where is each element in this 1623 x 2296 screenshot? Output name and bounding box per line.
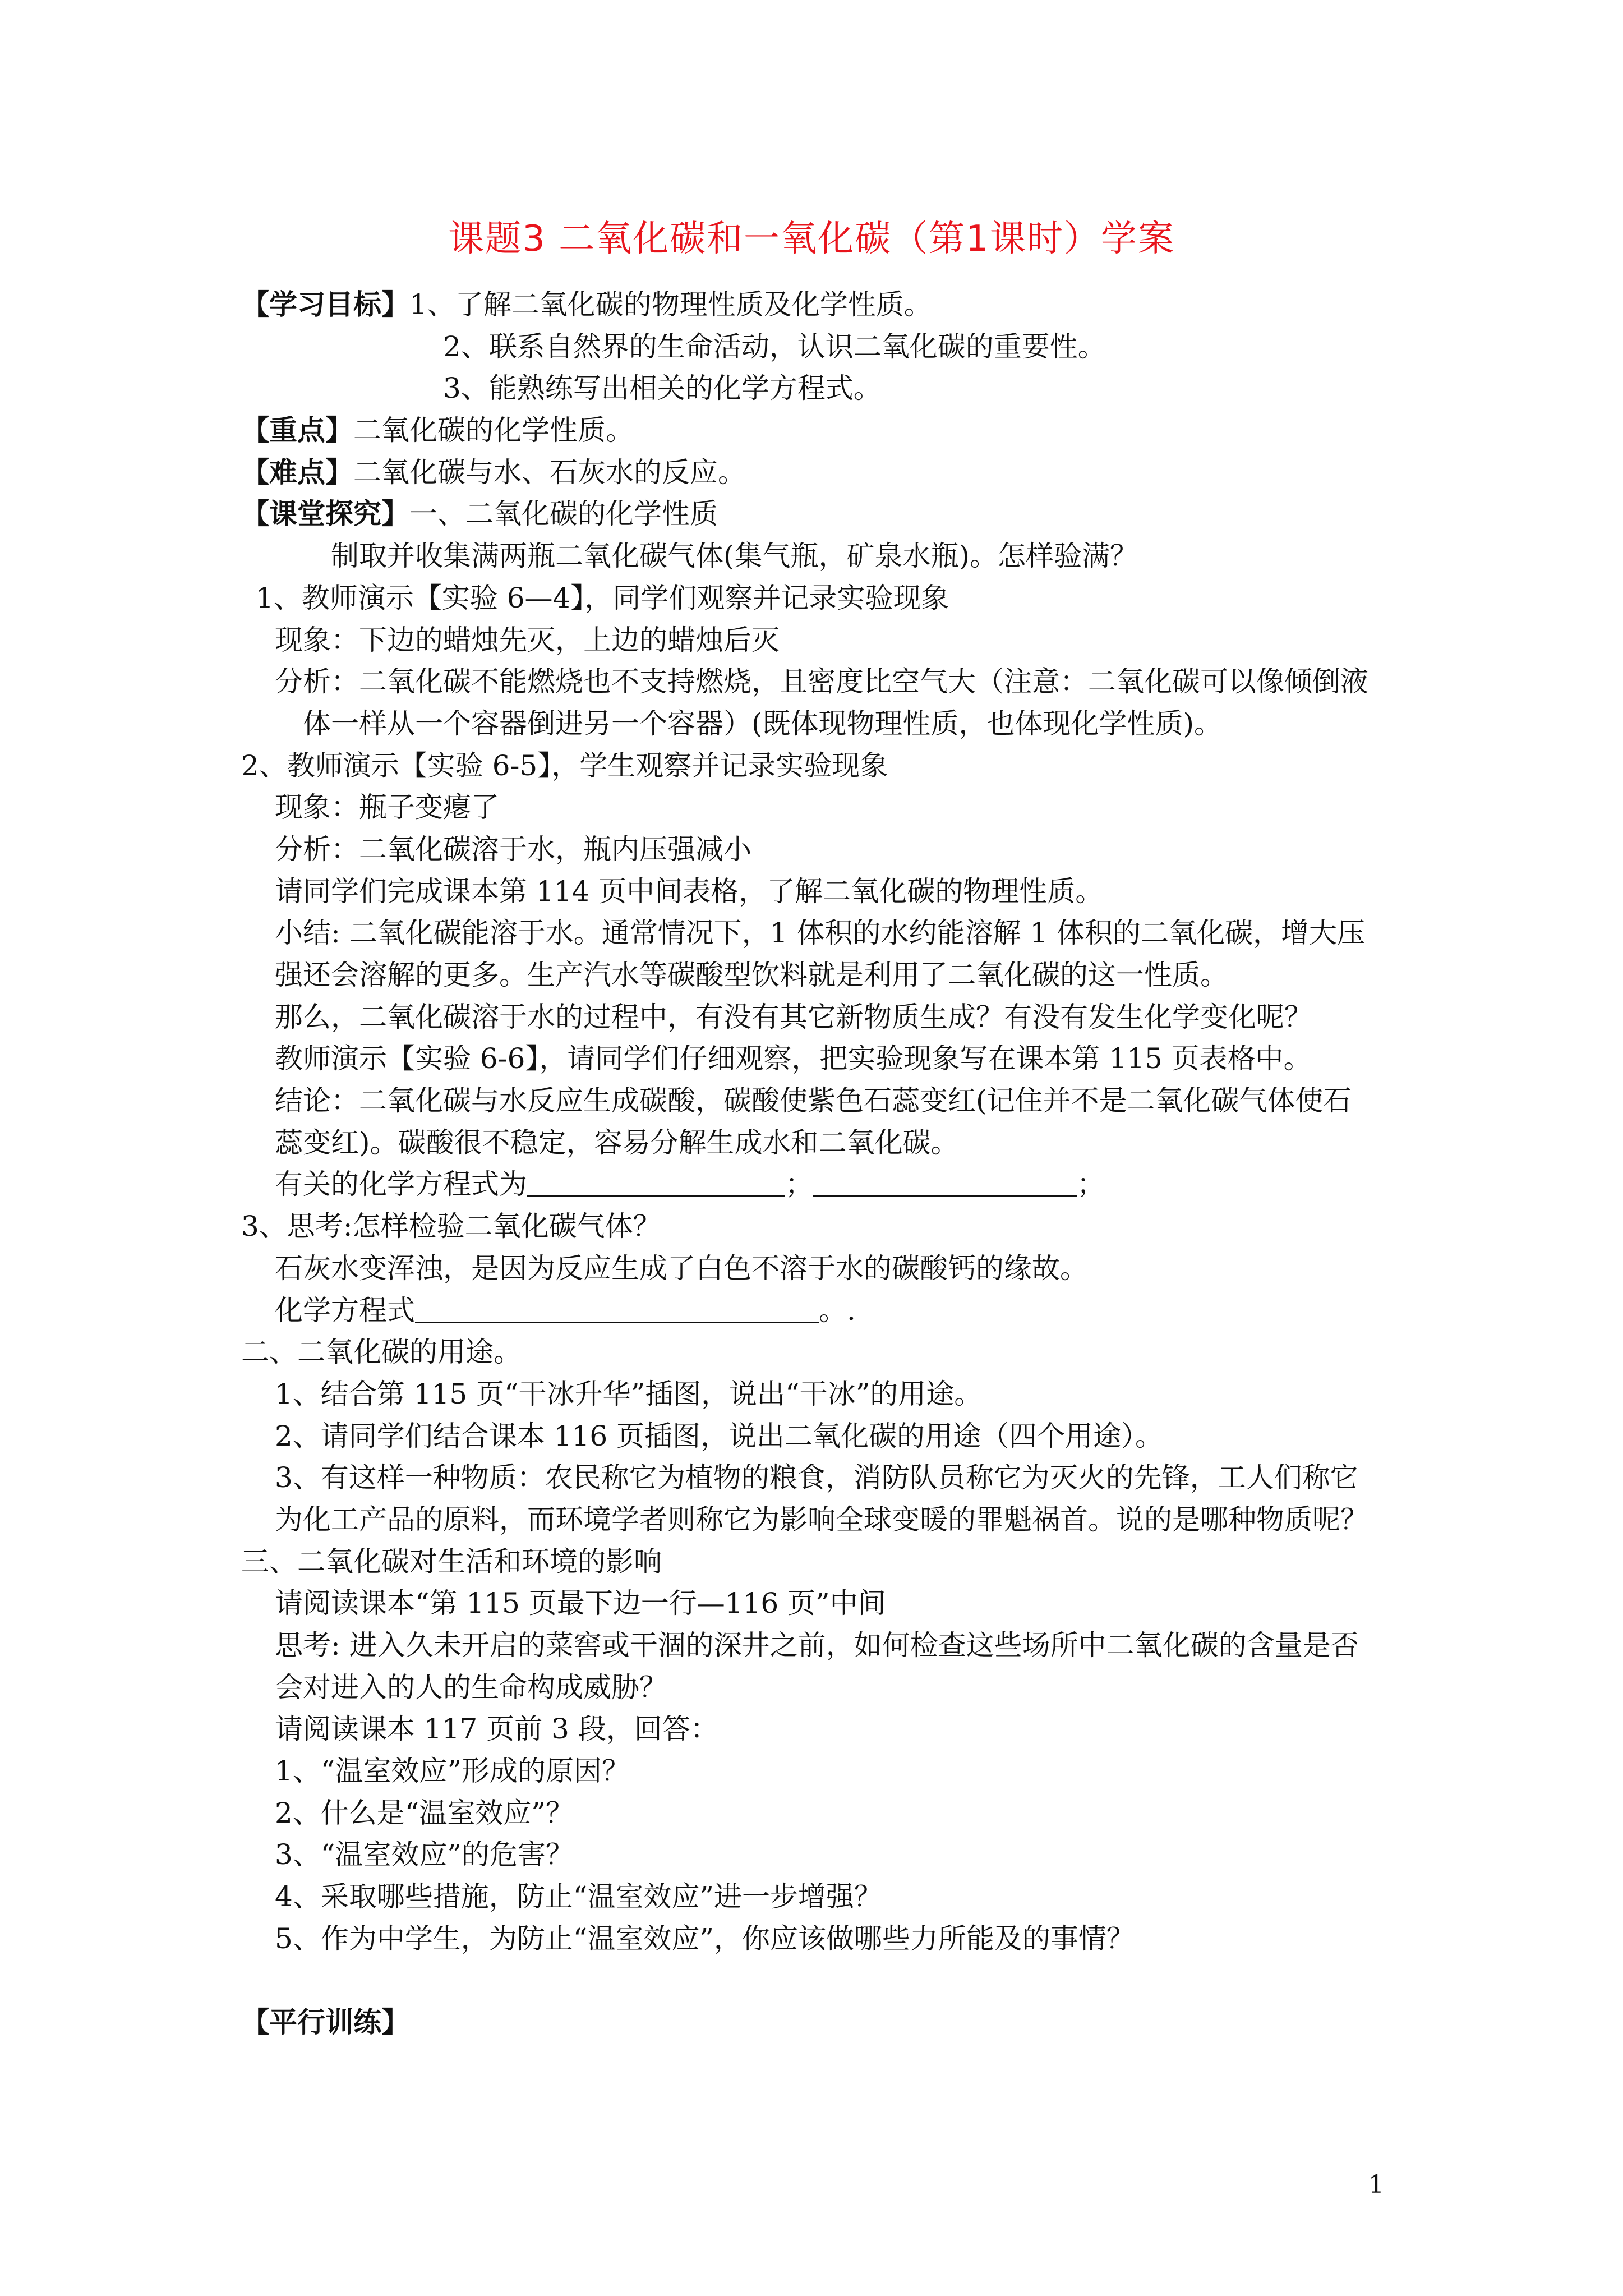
- demo2-task: 请同学们完成课本第 114 页中间表格，了解二氧化碳的物理性质。: [275, 875, 1104, 908]
- section2-item-1: 1、结合第 115 页“干冰升华”插图，说出“干冰”的用途。: [275, 1377, 983, 1410]
- practice-heading: 【平行训练】: [241, 2006, 409, 2039]
- demo2-analysis: 分析：二氧化碳溶于水，瓶内压强减小: [275, 832, 751, 866]
- demo2-summary-2: 强还会溶解的更多。生产汽水等碳酸型饮料就是利用了二氧化碳的这一性质。: [275, 959, 1228, 991]
- section3-question-1: 1、“温室效应”形成的原因？: [275, 1755, 630, 1788]
- section1-title: 一、二氧化碳的化学性质: [409, 498, 718, 531]
- equation-blank-1[interactable]: [527, 1166, 785, 1197]
- demo1-analysis-1: 分析：二氧化碳不能燃烧也不支持燃烧，且密度比空气大（注意：二氧化碳可以像倾倒液: [275, 665, 1368, 698]
- demo1-title: 1、教师演示【实验 6—4】，同学们观察并记录实验现象: [256, 581, 949, 614]
- equation-line-1: [241, 1163, 1413, 1205]
- section2-item-3-line-1: 3、有这样一种物质：农民称它为植物的粮食，消防队员称它为灭火的先锋，工人们称它: [275, 1461, 1358, 1494]
- objectives-line-1: [241, 284, 1413, 326]
- section3-question-3: 3、“温室效应”的危害？: [275, 1838, 574, 1871]
- practice-line: [241, 2001, 1413, 2044]
- section3-read-1: 请阅读课本“第 115 页最下边一行—116 页”中间: [275, 1587, 886, 1620]
- equation2-label: 化学方程式: [275, 1294, 415, 1327]
- objective-item-3: 3、能熟练写出相关的化学方程式。: [443, 372, 882, 405]
- demo1-analysis-2: 体一样从一个容器倒进另一个容器）(既体现物理性质，也体现化学性质)。: [303, 707, 1223, 740]
- key-point-line: [241, 409, 1413, 452]
- worksheet-body: [241, 284, 1413, 2044]
- inquiry-intro: 制取并收集满两瓶二氧化碳气体(集气瓶，矿泉水瓶)。怎样验满？: [331, 540, 1138, 573]
- think3-text: 石灰水变浑浊，是因为反应生成了白色不溶于水的碳酸钙的缘故。: [275, 1251, 1088, 1285]
- section3-question-2: 2、什么是“温室效应”？: [275, 1796, 574, 1829]
- equation-separator: ；: [785, 1168, 813, 1201]
- demo1-phenomenon: 现象：下边的蜡烛先灭，上边的蜡烛后灭: [275, 623, 780, 656]
- objectives-heading: 【学习目标】: [241, 288, 409, 321]
- section3-title: 三、二氧化碳对生活和环境的影响: [241, 1545, 662, 1578]
- equation-line-2: [241, 1290, 1413, 1332]
- section2-title: 二、二氧化碳的用途。: [241, 1336, 522, 1369]
- section3-question-4: 4、采取哪些措施，防止“温室效应”进一步增强？: [275, 1880, 882, 1913]
- page-title: 课题3 二氧化碳和一氧化碳（第1课时）学案: [448, 218, 1175, 260]
- equation2-blank[interactable]: [415, 1292, 819, 1323]
- section2-item-2: 2、请同学们结合课本 116 页插图，说出二氧化碳的用途（四个用途）。: [275, 1419, 1164, 1452]
- equation2-end: 。.: [819, 1294, 856, 1327]
- key-point-text: 二氧化碳的化学性质。: [353, 414, 634, 447]
- difficulty-line: [241, 452, 1413, 494]
- demo2-question: 那么，二氧化碳溶于水的过程中，有没有其它新物质生成？有没有发生化学变化呢？: [275, 1000, 1312, 1033]
- spacer: [241, 1960, 1413, 2002]
- demo3-line: 教师演示【实验 6-6】，请同学们仔细观察，把实验现象写在课本第 115 页表格中。: [275, 1042, 1312, 1075]
- equation-label: 有关的化学方程式为: [275, 1168, 527, 1201]
- page-number: 1: [1368, 2170, 1384, 2199]
- difficulty-heading: 【难点】: [241, 455, 353, 489]
- section3-think-2: 会对进入的人的生命构成威胁？: [275, 1671, 667, 1704]
- key-point-heading: 【重点】: [241, 414, 353, 447]
- conclusion-1: 结论：二氧化碳与水反应生成碳酸，碳酸使紫色石蕊变红(记住并不是二氧化碳气体使石: [275, 1084, 1352, 1117]
- demo2-title: 2、教师演示【实验 6-5】，学生观察并记录实验现象: [241, 749, 888, 782]
- think3-title: 3、思考:怎样检验二氧化碳气体？: [241, 1210, 661, 1243]
- demo2-phenomenon: 现象：瓶子变瘪了: [275, 791, 499, 824]
- inquiry-line: [241, 493, 1413, 535]
- section3-think-1: 思考: 进入久未开启的菜窖或干涸的深井之前，如何检查这些场所中二氧化碳的含量是否: [275, 1629, 1359, 1662]
- section3-question-5: 5、作为中学生，为防止“温室效应”，你应该做哪些力所能及的事情？: [275, 1922, 1135, 1955]
- equation-blank-2[interactable]: [813, 1166, 1077, 1197]
- conclusion-2: 蕊变红)。碳酸很不稳定，容易分解生成水和二氧化碳。: [275, 1126, 959, 1159]
- section3-read-2: 请阅读课本 117 页前 3 段，回答：: [275, 1713, 718, 1746]
- equation-end: ；: [1077, 1168, 1105, 1201]
- difficulty-text: 二氧化碳与水、石灰水的反应。: [353, 455, 746, 489]
- objective-item-2: 2、联系自然界的生命活动，认识二氧化碳的重要性。: [443, 330, 1106, 363]
- demo2-summary-1: 小结: 二氧化碳能溶于水。通常情况下，1 体积的水约能溶解 1 体积的二氧化碳，增大压: [275, 917, 1366, 950]
- section2-item-3-line-2: 为化工产品的原料，而环境学者则称它为影响全球变暖的罪魁祸首。说的是哪种物质呢？: [275, 1503, 1368, 1536]
- objective-item-1: 1、了解二氧化碳的物理性质及化学性质。: [409, 288, 932, 321]
- inquiry-heading: 【课堂探究】: [241, 498, 409, 531]
